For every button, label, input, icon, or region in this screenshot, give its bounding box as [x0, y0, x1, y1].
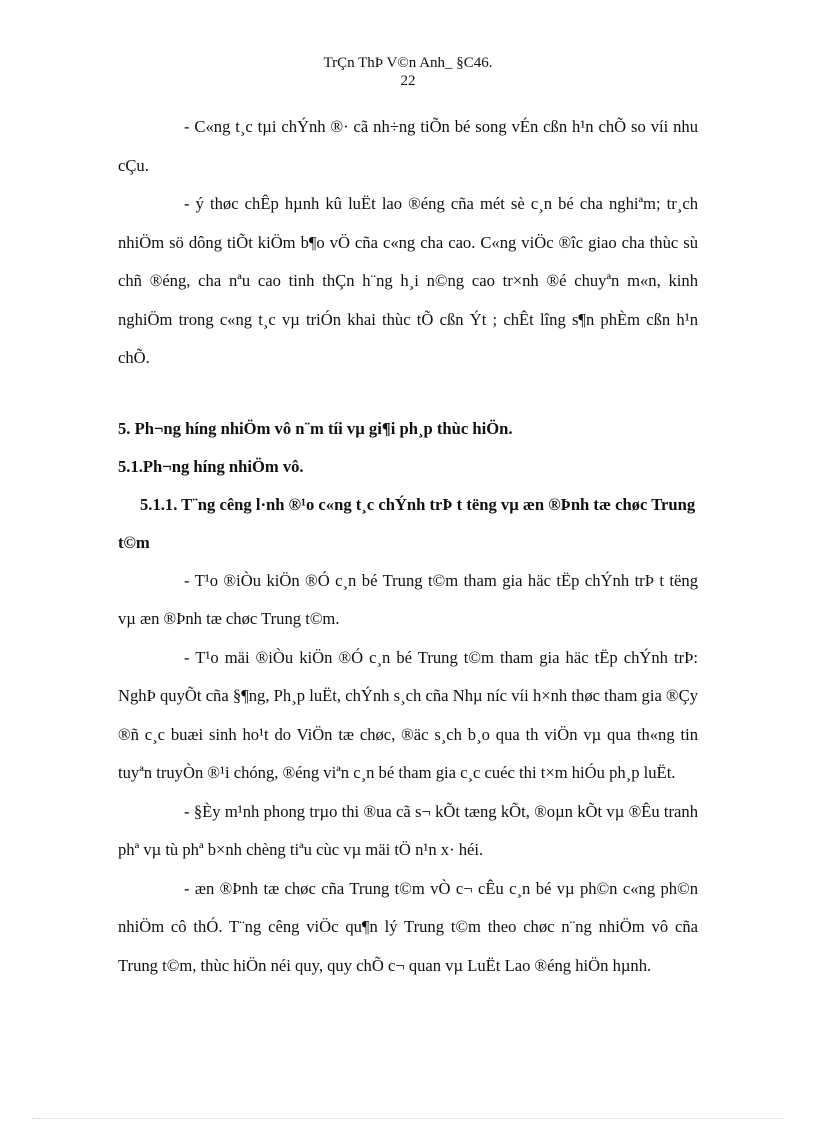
- section-heading-5-1: 5.1.Ph¬ng híng nhiÖm vô.: [118, 456, 304, 476]
- paragraph-organization: - æn ®Þnh tæ chøc cña Trung t©m vÒ c¬ cÊu c¸n bé vµ ph©n c«ng ph©n nhiÖm cô thÓ. T¨ng cêng viÖc qu¶n lý Trung t©m theo chøc n¨ng nhiÖm vô cña Trung t©m, thùc hiÖn néi quy, quy chÕ c¬ quan vµ LuËt Lao ®éng hiÖn hµnh.: [118, 878, 698, 975]
- page-number: 22: [400, 73, 416, 89]
- paragraph-conditions: - T¹o ®iÒu kiÖn ®Ó c¸n bé Trung t©m tham gia häc tËp chÝnh trÞ t tëng vµ æn ®Þnh tæ chøc Trung t©m.: [118, 570, 698, 628]
- paragraph-political-study: - T¹o mäi ®iÒu kiÖn ®Ó c¸n bé Trung t©m tham gia häc tËp chÝnh trÞ: NghÞ quyÕt cña §¶ng, Ph¸p luËt, chÝnh s¸ch cña Nhµ níc víi h×nh thøc tham gia ®Çy ®ñ c¸c buæi sinh ho¹t do ViÖn tæ chøc, ®äc s¸ch b¸o qua th viÖn vµ qua th«ng tin tuyªn truyÒn ®¹i chóng, ®éng viªn c¸n bé tham gia c¸c cuéc thi t×m hiÓu ph¸p luËt.: [118, 647, 698, 782]
- section-spacer: [118, 378, 698, 410]
- section-heading-5: 5. Ph¬ng híng nhiÖm vô n¨m tíi vµ gi¶i ph¸p thùc hiÖn.: [118, 418, 513, 438]
- paragraph-finance: - C«ng t¸c tµi chÝnh ®· cã nh÷ng tiÕn bé song vÉn cßn h¹n chÕ so víi nhu cÇu.: [118, 117, 698, 175]
- document-body: [118, 108, 698, 985]
- section-heading-5-1-1: 5.1.1. T¨ng cêng l·nh ®¹o c«ng t¸c chÝnh trÞ t tëng vµ æn ®Þnh tæ chøc Trung t©m: [118, 494, 696, 552]
- paragraph-discipline: - ý thøc chÊp hµnh kû luËt lao ®éng cña mét sè c¸n bé cha nghiªm; tr¸ch nhiÖm sö dông tiÕt kiÖm b¶o vÖ cña c«ng cha cao. C«ng viÖc ®îc giao cha thùc sù chñ ®éng, cha nªu cao tinh thÇn h¨ng h¸i n©ng cao tr×nh ®é chuyªn m«n, kinh nghiÖm trong c«ng t¸c vµ triÓn khai thùc tÕ cßn Ýt ; chÊt lîng s¶n phÈm cßn h¹n chÕ.: [118, 194, 698, 367]
- page-header: [0, 54, 816, 90]
- header-author-line: TrÇn ThÞ V©n Anh_ §C46.: [323, 55, 493, 71]
- paragraph-emulation: - §Èy m¹nh phong trµo thi ®ua cã s¬ kÕt tæng kÕt, ®oµn kÕt vµ ®Êu tranh phª vµ tù phª b×nh chèng tiªu cùc vµ mäi tÖ n¹n x· héi.: [118, 801, 698, 859]
- page-bottom-divider: [32, 1118, 784, 1119]
